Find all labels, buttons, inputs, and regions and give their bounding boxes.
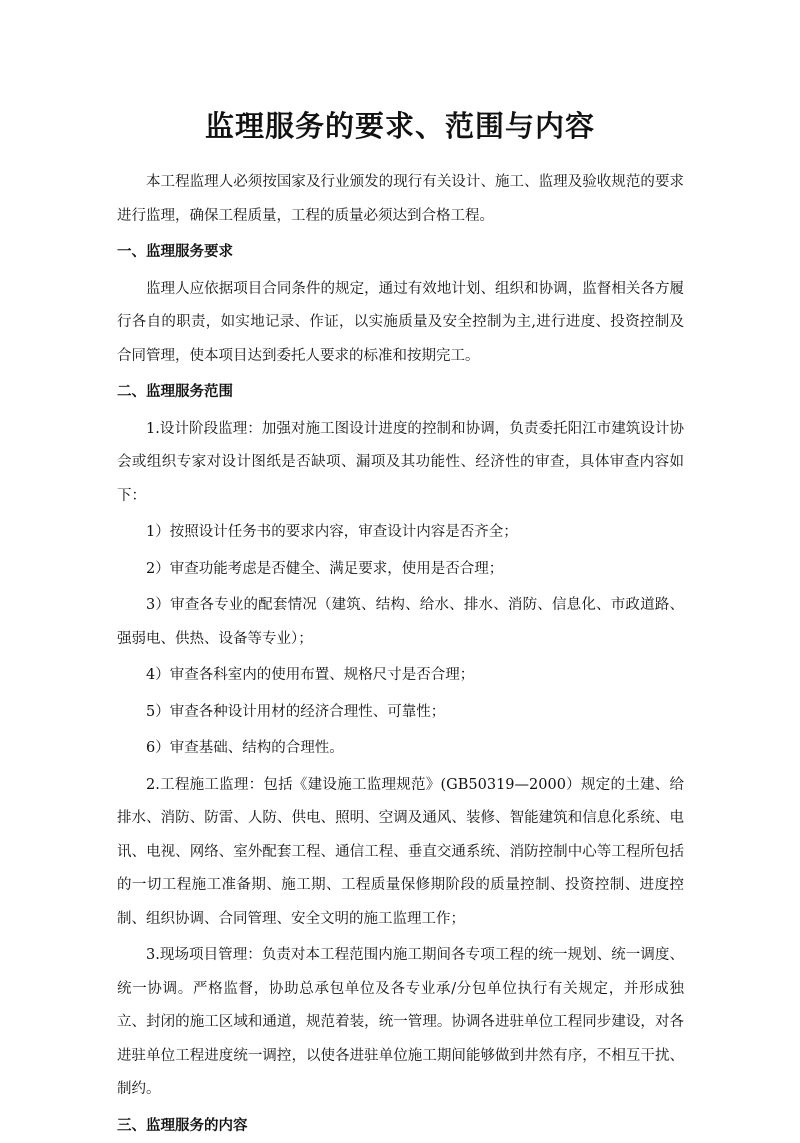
section-2-item-2: 2.工程施工监理：包括《建设施工监理规范》(GB50319—2000）规定的土建、给排水、消防、防雷、人防、供电、照明、空调及通风、装修、智能建筑和信息化系统、电讯、电视、网络、室外配套工程、通信工程、垂直交通系统、消防控制中心等工程所包括的一切工程施工准备期、施工期、工程质量保修期阶段的质量控制、投资控制、进度控制、组织协调、合同管理、安全文明的施工监理工作； [117, 769, 684, 937]
section-1-heading: 一、监理服务要求 [117, 236, 684, 270]
intro-paragraph: 本工程监理人必须按国家及行业颁发的现行有关设计、施工、监理及验收规范的要求进行监理，确保工程质量，工程的质量必须达到合格工程。 [117, 166, 684, 233]
review-item: 2）审查功能考虑是否健全、满足要求，使用是否合理； [117, 553, 684, 587]
section-2-item-1: 1.设计阶段监理：加强对施工图设计进度的控制和协调，负责委托阳江市建筑设计协会或组织专家对设计图纸是否缺项、漏项及其功能性、经济性的审查，具体审查内容如下： [117, 413, 684, 514]
review-item: 6）审查基础、结构的合理性。 [117, 732, 684, 766]
review-item: 3）审查各专业的配套情况（建筑、结构、给水、排水、消防、信息化、市政道路、强弱电、供热、设备等专业）； [117, 589, 684, 656]
page-title: 监理服务的要求、范围与内容 [0, 106, 800, 146]
section-2-heading: 二、监理服务范围 [117, 376, 684, 410]
review-item: 4）审查各科室内的使用布置、规格尺寸是否合理； [117, 659, 684, 693]
section-1-paragraph: 监理人应依据项目合同条件的规定，通过有效地计划、组织和协调，监督相关各方履行各自的职责，如实地记录、作证，以实施质量及安全控制为主,进行进度、投资控制及合同管理，使本项目达到委托人要求的标准和按期完工。 [117, 273, 684, 374]
section-2-item-3: 3.现场项目管理：负责对本工程范围内施工期间各专项工程的统一规划、统一调度、统一协调。严格监督，协助总承包单位及各专业承/分包单位执行有关规定，并形成独立、封闭的施工区域和通道，规范着装，统一管理。协调各进驻单位工程同步建设，对各进驻单位工程进度统一调控，以使各进驻单位施工期间能够做到井然有序，不相互干扰、制约。 [117, 939, 684, 1107]
review-item: 5）审查各种设计用材的经济合理性、可靠性； [117, 696, 684, 730]
document-body [117, 166, 684, 1143]
section-3-heading: 三、监理服务的内容 [117, 1110, 684, 1143]
review-item: 1）按照设计任务书的要求内容，审查设计内容是否齐全； [117, 516, 684, 550]
